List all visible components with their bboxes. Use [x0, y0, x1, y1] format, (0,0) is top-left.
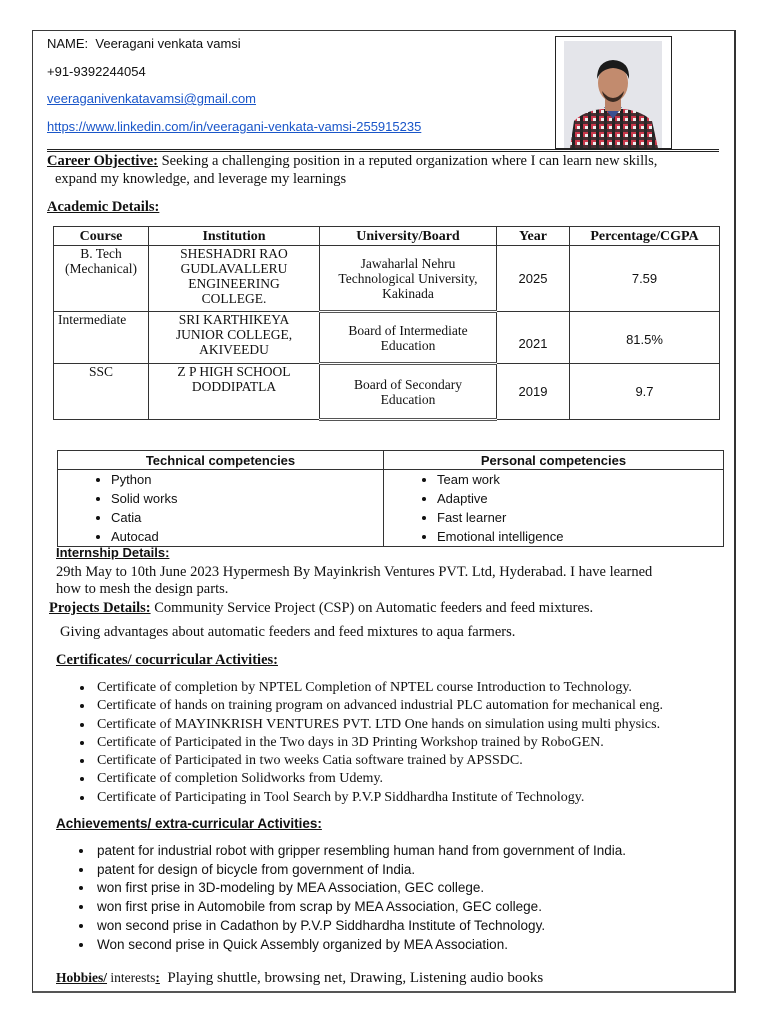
table-row: [54, 364, 720, 420]
certificates-list: [33, 679, 663, 807]
name-line: [47, 36, 241, 51]
technical-competencies-cell: [58, 470, 384, 547]
list-item: • Autocad: [111, 527, 383, 546]
score-cell: 81.5%: [570, 312, 720, 364]
list-item: • Adaptive: [437, 489, 723, 508]
course-cell: [54, 364, 149, 420]
institution-cell: [149, 364, 320, 420]
career-objective-heading: Career Objective:: [47, 153, 158, 169]
list-item: • Team work: [437, 470, 723, 489]
institution-line: Z P HIGH SCHOOL: [177, 364, 291, 379]
course-line: Intermediate: [58, 312, 127, 327]
score-cell: 9.7: [570, 364, 720, 420]
photo-frame: [555, 36, 672, 149]
year-cell: 2019: [497, 364, 570, 420]
course-cell: [54, 246, 149, 312]
technical-competencies-list: [58, 470, 383, 546]
resume-page: [32, 30, 736, 993]
projects-line: [49, 600, 593, 617]
personal-competencies-cell: [384, 470, 724, 547]
col-year: Year: [497, 227, 570, 246]
hobbies-heading: Hobbies/: [56, 970, 108, 985]
university-line: Board of Intermediate: [348, 322, 468, 338]
institution-line: GUDLAVALLERU: [180, 261, 288, 276]
candidate-name: Veeragani venkata vamsi: [95, 36, 241, 51]
list-item: • Certificate of Participated in the Two days in 3D Printing Workshop trained by RoboGEN.: [94, 734, 663, 752]
list-item: • won first prise in 3D-modeling by MEA Association, GEC college.: [94, 879, 626, 898]
institution-line: SRI KARTHIKEYA: [178, 312, 290, 327]
institution-line: COLLEGE.: [201, 291, 267, 306]
list-item: • won second prise in Cadathon by P.V.P Siddhardha Institute of Technology.: [94, 917, 626, 936]
certificates-heading: Certificates/ cocurricular Activities:: [56, 652, 278, 668]
university-line: Technological University,: [338, 270, 478, 286]
university-line: Board of Secondary: [354, 376, 462, 392]
university-line: Education: [380, 337, 436, 353]
university-line: Education: [380, 391, 436, 407]
achievements-heading: Achievements/ extra-curricular Activities:: [56, 816, 322, 831]
career-objective-text: Seeking a challenging position in a reputed organization where I can learn new skills,: [161, 153, 658, 169]
list-item: • Certificate of MAYINKRISH VENTURES PVT. LTD One hands on simulation using multi physics.: [94, 716, 663, 734]
internship-line1: 29th May to 10th June 2023 Hypermesh By Mayinkrish Ventures PVT. Ltd, Hyderabad. I have learned: [56, 564, 653, 580]
university-line: Kakinada: [382, 285, 434, 301]
academic-table: [53, 226, 720, 421]
email-link[interactable]: veeraganivenkatavamsi@gmail.com: [47, 91, 257, 106]
linkedin-link[interactable]: https://www.linkedin.com/in/veeragani-venkata-vamsi-255915235: [47, 119, 422, 134]
list-item: • Certificate of hands on training program on advanced industrial PLC automation for mechanical eng.: [94, 697, 663, 715]
col-course: Course: [54, 227, 149, 246]
university-cell: [320, 246, 497, 312]
col-university: University/Board: [320, 227, 497, 246]
personal-competencies-heading: Personal competencies: [384, 451, 724, 470]
table-row: [54, 246, 720, 312]
institution-line: AKIVEEDU: [199, 342, 269, 357]
score-cell: 7.59: [570, 246, 720, 312]
list-item: • Certificate of completion by NPTEL Completion of NPTEL course Introduction to Technology.: [94, 679, 663, 697]
profile-photo: [564, 41, 662, 148]
institution-line: DODDIPATLA: [191, 379, 277, 394]
col-institution: Institution: [149, 227, 320, 246]
table-row: [54, 312, 720, 364]
projects-description: Giving advantages about automatic feeders and feed mixtures to aqua farmers.: [60, 624, 516, 640]
course-line: (Mechanical): [65, 261, 137, 276]
phone-number: +91-9392244054: [47, 64, 146, 79]
col-score: Percentage/CGPA: [570, 227, 720, 246]
competencies-table: [57, 450, 724, 547]
course-line: B. Tech: [80, 246, 122, 261]
list-item: • Certificate of Participated in two weeks Catia software trained by APSSDC.: [94, 752, 663, 770]
hobbies-text: Playing shuttle, browsing net, Drawing, Listening audio books: [167, 970, 544, 986]
projects-heading: Projects Details:: [49, 600, 151, 616]
list-item: • Catia: [111, 508, 383, 527]
institution-line: JUNIOR COLLEGE,: [175, 327, 293, 342]
list-item: • patent for design of bicycle from government of India.: [94, 861, 626, 880]
course-cell: [54, 312, 149, 364]
achievements-list: [33, 842, 626, 954]
technical-competencies-heading: Technical competencies: [58, 451, 384, 470]
personal-competencies-list: [384, 470, 723, 546]
university-cell: [320, 312, 497, 364]
academic-header-row: [54, 227, 720, 246]
list-item: • Solid works: [111, 489, 383, 508]
person-photo-icon: [564, 41, 662, 148]
year-cell: 2021: [497, 312, 570, 364]
list-item: • Certificate of Participating in Tool Search by P.V.P Siddhardha Institute of Technology.: [94, 789, 663, 807]
list-item: • Emotional intelligence: [437, 527, 723, 546]
list-item: • Certificate of completion Solidworks from Udemy.: [94, 770, 663, 788]
hobbies-heading-suffix: interests: [110, 970, 156, 985]
institution-line: ENGINEERING: [188, 276, 280, 291]
list-item: • Fast learner: [437, 508, 723, 527]
projects-text: Community Service Project (CSP) on Automatic feeders and feed mixtures.: [154, 600, 594, 616]
institution-cell: [149, 246, 320, 312]
academic-heading: Academic Details:: [47, 199, 160, 215]
course-line: SSC: [88, 364, 114, 379]
university-line: Jawaharlal Nehru: [360, 255, 456, 271]
hobbies-line: [56, 970, 543, 987]
hobbies-colon: :: [155, 970, 160, 985]
list-item: • patent for industrial robot with gripper resembling human hand from government of India.: [94, 842, 626, 861]
list-item: • Python: [111, 470, 383, 489]
institution-line: SHESHADRI RAO: [180, 246, 288, 261]
career-objective: [47, 153, 727, 170]
internship-line2: how to mesh the design parts.: [56, 581, 229, 597]
career-objective-text-line2: expand my knowledge, and leverage my learnings: [55, 171, 347, 187]
header-divider: [47, 149, 719, 152]
institution-cell: [149, 312, 320, 364]
list-item: • won first prise in Automobile from scrap by MEA Association, GEC college.: [94, 898, 626, 917]
year-cell: 2025: [497, 246, 570, 312]
internship-heading: Internship Details:: [56, 545, 170, 560]
list-item: • Won second prise in Quick Assembly organized by MEA Association.: [94, 936, 626, 955]
university-cell: [320, 364, 497, 420]
name-label: NAME:: [47, 36, 89, 51]
